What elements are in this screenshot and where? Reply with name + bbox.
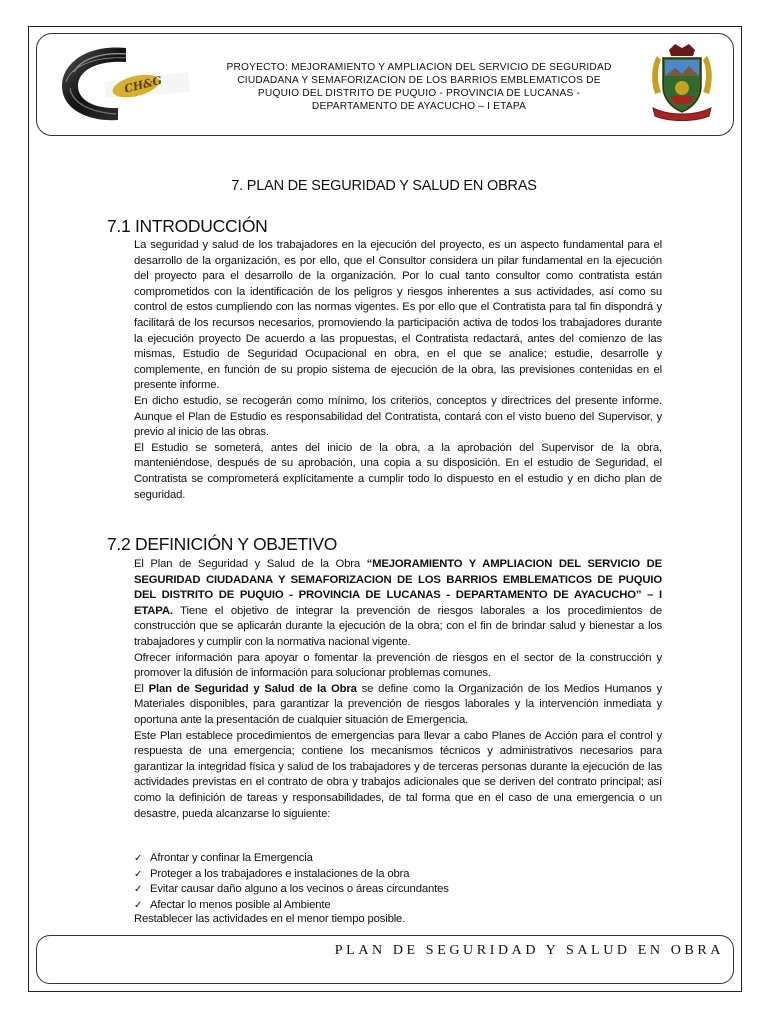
chapter-title: 7. PLAN DE SEGURIDAD Y SALUD EN OBRAS [231, 178, 537, 194]
section-heading-definicion: 7.2 DEFINICIÓN Y OBJETIVO [107, 534, 338, 554]
footer-text: PLAN DE SEGURIDAD Y SALUD EN OBRA [334, 943, 724, 958]
section-heading-introduccion: 7.1 INTRODUCCIÓN [107, 216, 268, 236]
text-run: El Plan de Seguridad y Salud de la Obra [134, 558, 367, 570]
checklist-item: ✓ Afrontar y confinar la Emergencia [134, 851, 662, 867]
paragraph: La seguridad y salud de los trabajadores en la ejecución del proyecto, es un aspecto fundamental para el desarrollo de la organización, es por ello, que el Consultor considera un pilar fundamental en la ejecución del proyecto para el desarrollo de la organización. Por lo cual tanto consultor como contratista están comprometidos con la identificación de los peligros y riesgos inherentes a sus actividades, así como su control de estos cumpliendo con las normas vigentes. Es por ello que el Contratista para tal fin dispondrá y facilitará de los recursos necesarios, promoviendo la participación activa de todos los trabajadores durante la ejecución proyecto De acuerdo a las propuestas, el Contratista redactará, antes del comienzo de las mismas, Estudio de Seguridad Ocupacional en obra, en el que se analice; estudie, desarrolle y complemente, en función de su propio sistema de ejecución de la obra, las previsiones contenidas en el presente informe. [134, 239, 662, 392]
text-run: Tiene el objetivo de integrar la prevención de riesgos laborales a los procedimientos de construcción que se aplicarán durante la ejecución de la obra; con el fin de brindar salud y bienestar a los trabajadores y cumplir con la normativa nacional vigente. [134, 604, 662, 648]
project-name-bold: “MEJORAMIENTO Y AMPLIACION DEL SERVICIO DE SEGURIDAD CIUDADANA Y SEMAFORIZACION DE LOS BARRIOS EMBLEMATICOS DE PUQUIO DEL DISTRITO DE PUQUIO - PROVINCIA DE LUCANAS - DEPARTAMENTO DE AYACUCHO” – I ETAPA. [134, 558, 662, 617]
project-line: DEPARTAMENTO DE AYACUCHO – I ETAPA [311, 101, 527, 112]
paragraph [134, 682, 662, 729]
checkmark-icon: ✓ [134, 853, 143, 864]
checklist-item: ✓ Afectar lo menos posible al Ambiente [134, 898, 662, 914]
logo-text: CH&G [122, 73, 164, 96]
project-line: CIUDADANA Y SEMAFORIZACION DE LOS BARRIOS EMBLEMATICOS DE [237, 75, 601, 86]
project-line: PUQUIO DEL DISTRITO DE PUQUIO - PROVINCIA DE LUCANAS - [257, 88, 581, 99]
objectives-checklist [134, 851, 662, 913]
paragraph: El Estudio se someterá, antes del inicio de la obra, a la aprobación del Supervisor de la obra, manteniéndose, después de su aprobación, una copia a su disposición. En el estudio de Seguridad, el Contratista se comprometerá explícitamente a cumplir todo lo dispuesto en el estudio y en dicho plan de seguridad. [134, 441, 662, 501]
final-line: Restablecer las actividades en el menor tiempo posible. [134, 913, 406, 925]
section-body-introduccion [134, 238, 662, 503]
section-body-definicion [134, 557, 662, 822]
paragraph: En dicho estudio, se recogerán como mínimo, los criterios, conceptos y directrices del presente informe. Aunque el Plan de Estudio es responsabilidad del Contratista, contará con el visto bueno del Supervisor, y previo al inicio de las obras. [134, 394, 662, 439]
project-title [200, 61, 638, 113]
checklist-item: ✓ Evitar causar daño alguno a los vecinos o áreas circundantes [134, 882, 662, 898]
coat-of-arms-logo [649, 42, 715, 122]
company-logo [56, 42, 196, 124]
page-frame [28, 26, 742, 992]
paragraph [134, 557, 662, 651]
project-line: PROYECTO: MEJORAMIENTO Y AMPLIACION DEL SERVICIO DE SEGURIDAD [226, 62, 612, 73]
text-run: El [134, 682, 149, 695]
checkmark-icon: ✓ [134, 884, 143, 896]
paragraph: Este Plan establece procedimientos de emergencias para llevar a cabo Planes de Acción para el control y respuesta de una emergencia; contiene los mecanismos técnicos y administrativos necesarios para garantizar la integridad física y salud de los trabajadores y de terceras personas durante la ejecución de las actividades previstas en el contrato de obra y trabajos adicionales que se deriven del contrato principal; así como la definición de tareas y responsabilidades, de tal forma que en el caso de una emergencia o un desastre, pueda alcanzarse lo siguiente: [134, 729, 662, 820]
checklist-item: ✓ Proteger a los trabajadores e instalaciones de la obra [134, 867, 662, 883]
checkmark-icon: ✓ [134, 899, 143, 911]
text-run: se define como la Organización de los Medios Humanos y Materiales disponibles, para garantizar la prevención de riesgos laborales y la intervención inmediata y oportuna ante la presentación de cualquier situación de Emergencia. [134, 682, 662, 726]
checkmark-icon: ✓ [134, 868, 143, 880]
plan-name-bold: Plan de Seguridad y Salud de la Obra [148, 682, 357, 695]
paragraph: Ofrecer información para apoyar o fomentar la prevención de riesgos en el sector de la construcción y promover la difusión de información para solucionar problemas comunes. [134, 651, 662, 680]
